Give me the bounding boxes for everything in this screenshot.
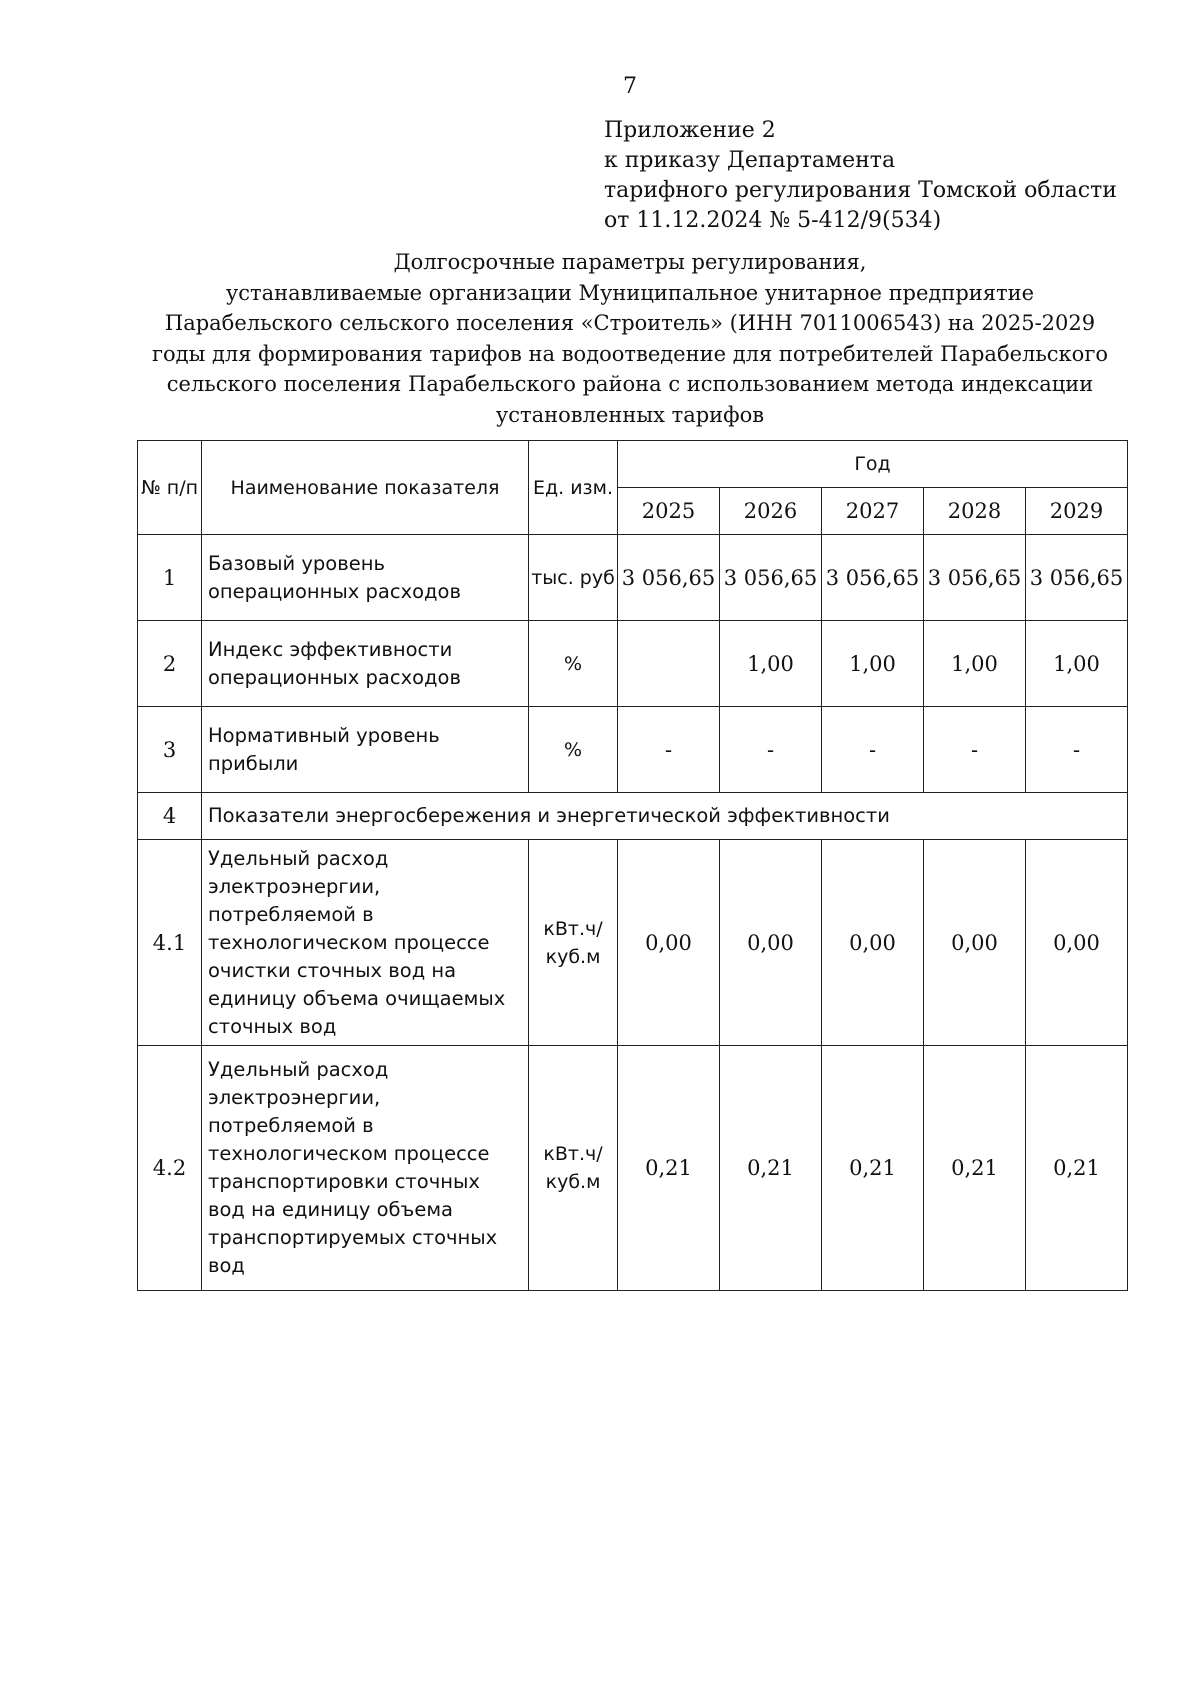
row-value: - [618, 707, 720, 793]
table-group-row [138, 793, 1128, 840]
row-num: 4.1 [138, 840, 202, 1046]
row-unit: % [529, 621, 618, 707]
row-value: 0,21 [720, 1046, 822, 1291]
row-value: 3 056,65 [720, 535, 822, 621]
row-num: 4 [138, 793, 202, 840]
row-value: 1,00 [924, 621, 1026, 707]
row-value: - [1026, 707, 1128, 793]
row-value: 0,00 [1026, 840, 1128, 1046]
row-value: 1,00 [1026, 621, 1128, 707]
row-value: 3 056,65 [822, 535, 924, 621]
table-row [138, 707, 1128, 793]
row-value: 0,00 [618, 840, 720, 1046]
row-num: 1 [138, 535, 202, 621]
header-year: 2028 [924, 488, 1026, 535]
row-name: Удельный расход электроэнергии, потребляемой в технологическом процессе очистки сточных вод на единицу объема очищаемых сточных вод [202, 840, 529, 1046]
row-value: 1,00 [822, 621, 924, 707]
group-label: Показатели энергосбережения и энергетической эффективности [202, 793, 1128, 840]
title-line: Долгосрочные параметры регулирования, [393, 250, 867, 274]
row-value: 0,21 [618, 1046, 720, 1291]
row-name: Индекс эффективности операционных расходов [202, 621, 529, 707]
row-num: 3 [138, 707, 202, 793]
row-value: 3 056,65 [1026, 535, 1128, 621]
row-num: 2 [138, 621, 202, 707]
title-line: установленных тарифов [495, 402, 765, 427]
header-year-group: Год [618, 441, 1128, 488]
appendix-line: к приказу Департамента [604, 148, 896, 173]
title-line: устанавливаемые организации Муниципальное унитарное предприятие [225, 280, 1035, 305]
header-unit: Ед. изм. [529, 441, 618, 535]
row-name: Удельный расход электроэнергии, потребляемой в технологическом процессе транспортировки сточных вод на единицу объема транспортируемых сточных вод [202, 1046, 529, 1291]
row-value: - [822, 707, 924, 793]
header-year: 2026 [720, 488, 822, 535]
title-line: Парабельского сельского поселения «Строитель» (ИНН 7011006543) на 2025-2029 [164, 311, 1096, 335]
appendix-line: от 11.12.2024 № 5-412/9(534) [604, 208, 942, 233]
row-value: 0,00 [924, 840, 1026, 1046]
page-number: 7 [623, 74, 637, 99]
title-line: годы для формирования тарифов на водоотведение для потребителей Парабельского [152, 341, 1108, 366]
appendix-line: тарифного регулирования Томской области [604, 178, 1117, 203]
header-name: Наименование показателя [202, 441, 529, 535]
document-title [140, 247, 1120, 430]
row-value: 1,00 [720, 621, 822, 707]
table-row [138, 621, 1128, 707]
header-year: 2027 [822, 488, 924, 535]
row-name: Нормативный уровень прибыли [202, 707, 529, 793]
row-value: 0,21 [924, 1046, 1026, 1291]
row-name: Базовый уровень операционных расходов [202, 535, 529, 621]
appendix-block [604, 116, 1117, 236]
row-value: 3 056,65 [924, 535, 1026, 621]
header-year: 2025 [618, 488, 720, 535]
header-num: № п/п [138, 441, 202, 535]
table-row [138, 535, 1128, 621]
header-year: 2029 [1026, 488, 1128, 535]
row-value: 0,00 [720, 840, 822, 1046]
row-unit: % [529, 707, 618, 793]
table-row [138, 1046, 1128, 1291]
appendix-line: Приложение 2 [604, 118, 776, 143]
row-value: 3 056,65 [618, 535, 720, 621]
row-unit: кВт.ч/ куб.м [529, 840, 618, 1046]
row-value: 0,21 [822, 1046, 924, 1291]
row-value [618, 621, 720, 707]
row-num: 4.2 [138, 1046, 202, 1291]
row-value: - [924, 707, 1026, 793]
row-unit: кВт.ч/ куб.м [529, 1046, 618, 1291]
row-unit: тыс. руб [529, 535, 618, 621]
row-value: - [720, 707, 822, 793]
table-row [138, 840, 1128, 1046]
parameters-table [137, 440, 1128, 1291]
row-value: 0,00 [822, 840, 924, 1046]
row-value: 0,21 [1026, 1046, 1128, 1291]
title-line: сельского поселения Парабельского района с использованием метода индексации [166, 372, 1094, 396]
